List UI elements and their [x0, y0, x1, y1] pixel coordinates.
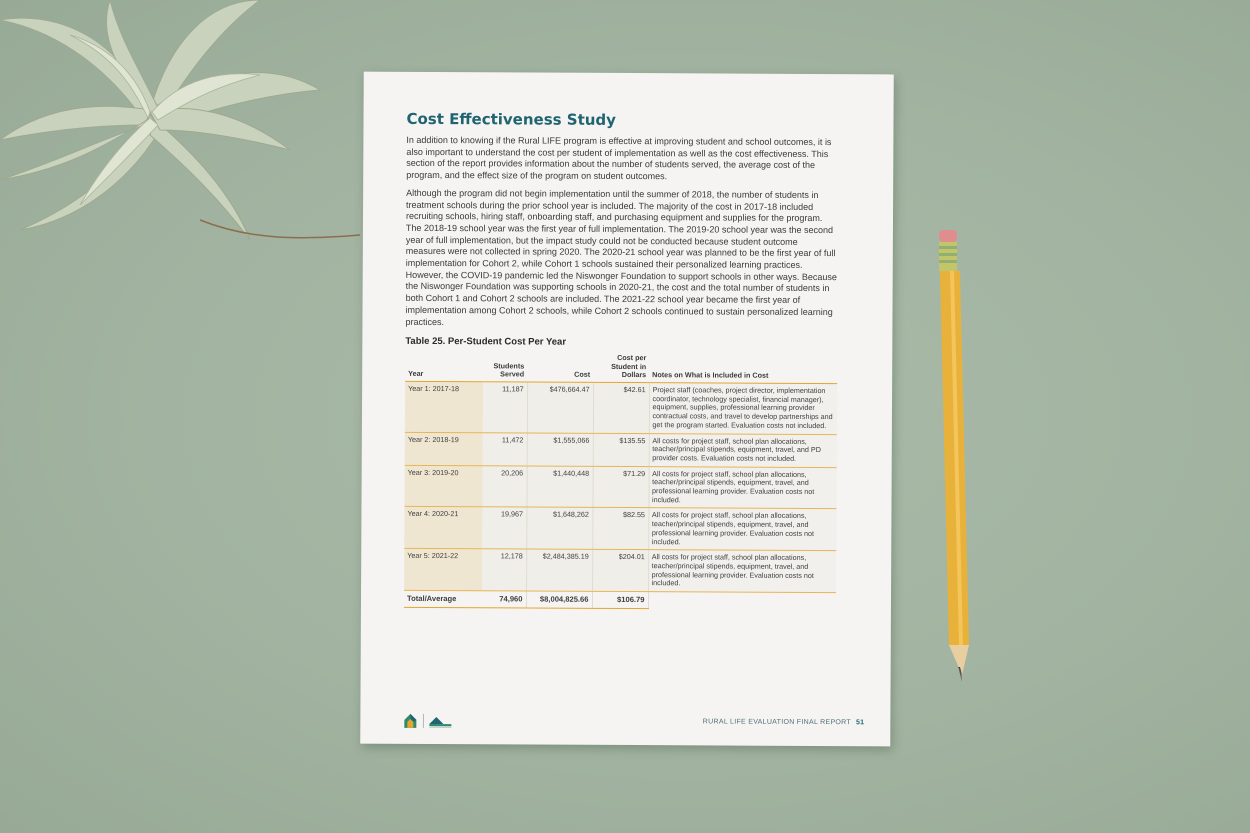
body-paragraph: Although the program did not begin implementation until the summer of 2018, the number of students in treatment schools during the prior school year is included. The majority of the cost in 2017-18 included recruiting schools, hiring staff, onboarding staff, and purchasing equipment and supplies for the program. The 2018-19 school year was the first year of full implementation. The 2019-20 school year was the second year of full implementation, but the impact study could not be conducted because student outcome measures were not collected in spring 2020. The 2020-21 school year was planned to be the first year of full implementation for Cohort 2, while Cohort 1 schools sustained their personalized learning practices. However, the COVID-19 pandemic led the Niswonger Foundation to support schools in other ways. Because the Niswonger Foundation was supporting schools in 2020-21, the cost and the total number of students in both Cohort 1 and Cohort 2 schools are included. The 2021-22 school year became the first year of implementation among Cohort 2 schools, while Cohort 2 schools continued to sustain personalized learning practices. [405, 187, 837, 327]
header-year: Year [405, 353, 483, 382]
cost-cell: $476,664.47 [527, 382, 593, 433]
foundation-logo-icon [429, 717, 451, 728]
cost-table [404, 353, 837, 610]
total-students: 74,960 [482, 591, 526, 608]
notes-cell: Project staff (coaches, project director, implementation coordinator, technology specialist, financial manager), equipment, supplies, professional learning provider contractual costs, and travel to develop partnerships and get the program started. Evaluation costs not included. [649, 383, 837, 434]
page-number: 51 [855, 719, 865, 727]
total-row [404, 590, 836, 609]
table-header-row [405, 353, 837, 384]
total-notes-empty [648, 592, 836, 610]
students-cell: 19,967 [482, 507, 526, 549]
intro-paragraph: In addition to knowing if the Rural LIFE program is effective at improving student and school outcomes, it is also important to understand the cost per student of implementation as well as the cost effectiveness. This section of the report provides information about the number of students served, the average cost of the program, and the effect size of the program on student outcomes. [406, 134, 832, 182]
table-row [405, 432, 837, 467]
year-cell: Year 1: 2017-18 [405, 381, 483, 432]
page-content [404, 110, 839, 610]
average-per-student: $106.79 [592, 591, 648, 608]
year-cell: Year 3: 2019-20 [404, 465, 482, 507]
header-per-student: Cost per Student in Dollars [593, 354, 649, 383]
page-footer [403, 712, 864, 732]
report-page [360, 72, 894, 747]
students-cell: 12,178 [482, 549, 526, 591]
notes-cell: All costs for project staff, school plan allocations, teacher/principal stipends, equipment, travel, and professional learning provider. Evaluation costs not included. [648, 508, 836, 551]
per-student-cell: $42.61 [593, 382, 649, 433]
header-notes: Notes on What is Included in Cost [649, 354, 837, 383]
total-cost: $8,004,825.66 [526, 591, 592, 608]
table-row [405, 381, 837, 434]
students-cell: 11,472 [483, 432, 527, 465]
students-cell: 20,206 [482, 465, 526, 507]
table-row [404, 507, 836, 551]
notes-cell: All costs for project staff, school plan allocations, teacher/principal stipends, equipment, travel, and professional learning provider. Evaluation costs not included. [648, 550, 836, 593]
pencil-image [930, 230, 980, 690]
rural-life-logo-icon [404, 714, 416, 728]
header-cost: Cost [527, 354, 593, 383]
air-plant-image [0, 0, 370, 260]
table-row [404, 465, 836, 509]
notes-cell: All costs for project staff, school plan allocations, teacher/principal stipends, equipment, travel, and PD provider costs. Evaluation costs not included. [649, 433, 837, 467]
per-student-cell: $82.55 [592, 508, 648, 550]
notes-cell: All costs for project staff, school plan allocations, teacher/principal stipends, equipment, travel, and professional learning provider. Evaluation costs not included. [648, 466, 836, 509]
per-student-cell: $204.01 [592, 550, 648, 592]
footer-report-label [703, 718, 865, 726]
cost-cell: $1,440,448 [526, 466, 592, 508]
table-row [404, 549, 836, 593]
footer-logos [403, 712, 463, 735]
year-cell: Year 5: 2021-22 [404, 549, 482, 591]
report-name: RURAL LIFE EVALUATION FINAL REPORT [702, 718, 851, 727]
per-student-cell: $135.55 [593, 433, 649, 466]
section-title: Cost Effectiveness Study [406, 109, 617, 129]
students-cell: 11,187 [483, 382, 527, 433]
cost-cell: $1,555,066 [527, 433, 593, 466]
year-cell: Year 2: 2018-19 [405, 432, 483, 466]
header-students: Students Served [483, 353, 527, 382]
cost-cell: $1,648,262 [526, 507, 592, 549]
table-title: Table 25. Per-Student Cost Per Year [405, 336, 567, 348]
per-student-cell: $71.29 [592, 466, 648, 508]
total-label: Total/Average [404, 590, 482, 607]
cost-cell: $2,484,385.19 [526, 549, 592, 591]
year-cell: Year 4: 2020-21 [404, 507, 482, 549]
